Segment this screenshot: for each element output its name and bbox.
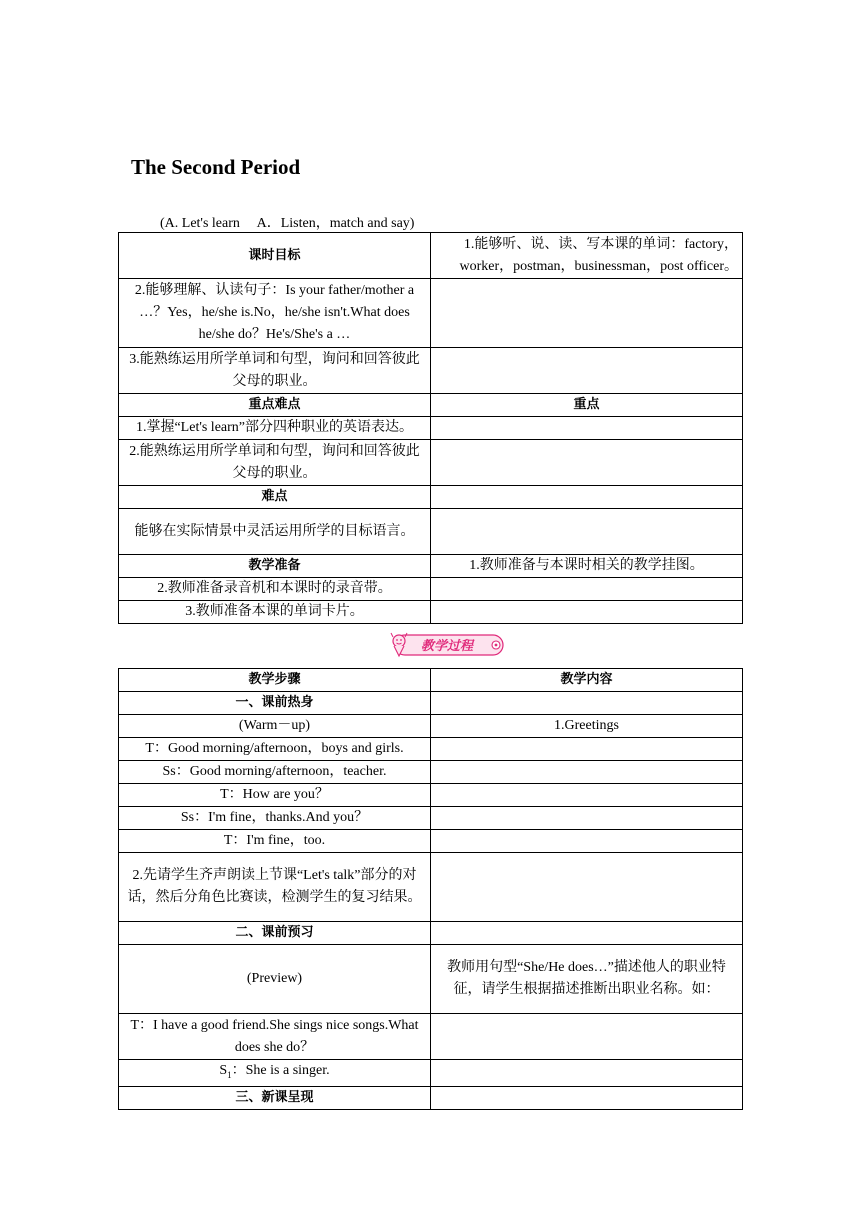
table-row bbox=[119, 807, 743, 830]
table-row bbox=[119, 233, 743, 279]
table-cell: 能够在实际情景中灵活运用所学的目标语言。 bbox=[119, 509, 431, 555]
table-cell: (Preview) bbox=[119, 945, 431, 1014]
table-cell: (Warm－up) bbox=[119, 715, 431, 738]
table-cell: 1.Greetings bbox=[431, 715, 743, 738]
table-cell bbox=[431, 830, 743, 853]
table-row bbox=[119, 784, 743, 807]
table-cell: 教学步骤 bbox=[119, 669, 431, 692]
table-row bbox=[119, 669, 743, 692]
table-cell: 一、课前热身 bbox=[119, 692, 431, 715]
table-row bbox=[119, 761, 743, 784]
page-title: The Second Period bbox=[131, 155, 301, 179]
table-cell: 2.能熟练运用所学单词和句型，询问和回答彼此父母的职业。 bbox=[119, 440, 431, 486]
table-row bbox=[119, 853, 743, 922]
speaker-label: S bbox=[219, 1063, 228, 1078]
table-cell: 课时目标 bbox=[119, 233, 431, 279]
table-cell: 1.掌握“Let's learn”部分四种职业的英语表达。 bbox=[119, 417, 431, 440]
table-row bbox=[119, 348, 743, 394]
teaching-process-banner bbox=[385, 630, 509, 660]
table-row bbox=[119, 417, 743, 440]
table-cell bbox=[431, 1060, 743, 1087]
table-cell: T：Good morning/afternoon，boys and girls. bbox=[119, 738, 431, 761]
table-row bbox=[119, 394, 743, 417]
table-row bbox=[119, 1086, 743, 1109]
table-cell: 重点难点 bbox=[119, 394, 431, 417]
table-row bbox=[119, 1014, 743, 1060]
table-row bbox=[119, 486, 743, 509]
table-row bbox=[119, 738, 743, 761]
table-row bbox=[119, 945, 743, 1014]
table-cell: 3.教师准备本课的单词卡片。 bbox=[119, 601, 431, 624]
table-cell bbox=[431, 417, 743, 440]
table-cell: 难点 bbox=[119, 486, 431, 509]
table-row bbox=[119, 555, 743, 578]
table-cell bbox=[431, 578, 743, 601]
table-row bbox=[119, 922, 743, 945]
table-row bbox=[119, 578, 743, 601]
table-cell: Ss：I'm fine，thanks.And you？ bbox=[119, 807, 431, 830]
table-cell bbox=[431, 486, 743, 509]
speaker-line: ：She is a singer. bbox=[231, 1063, 330, 1078]
table-cell bbox=[431, 853, 743, 922]
table-row bbox=[119, 830, 743, 853]
target-icon bbox=[492, 641, 500, 649]
table-cell: T：I have a good friend.She sings nice songs.What does she do？ bbox=[119, 1014, 431, 1060]
banner-label: 教学过程 bbox=[420, 639, 474, 654]
table-cell: 教学内容 bbox=[431, 669, 743, 692]
table-cell bbox=[119, 1060, 431, 1087]
table-row bbox=[119, 601, 743, 624]
table-cell bbox=[431, 807, 743, 830]
table-cell bbox=[431, 1014, 743, 1060]
speaker-subscript: 1 bbox=[227, 1069, 232, 1080]
table-cell: 二、课前预习 bbox=[119, 922, 431, 945]
table-cell bbox=[431, 509, 743, 555]
table-cell bbox=[431, 738, 743, 761]
table-cell: 2.能够理解、认读句子：Is your father/mother a …？Yes，he/she is.No，he/she isn't.What does he/she do？He's/She's a … bbox=[119, 279, 431, 348]
table-cell bbox=[431, 922, 743, 945]
table-cell: 3.能熟练运用所学单词和句型，询问和回答彼此父母的职业。 bbox=[119, 348, 431, 394]
table-cell bbox=[431, 279, 743, 348]
table-row bbox=[119, 1060, 743, 1087]
table-cell: Ss：Good morning/afternoon，teacher. bbox=[119, 761, 431, 784]
table-cell bbox=[431, 440, 743, 486]
table-cell: 2.先请学生齐声朗读上节课“Let's talk”部分的对话，然后分角色比赛读，检测学生的复习结果。 bbox=[119, 853, 431, 922]
table-cell: 1.教师准备与本课时相关的教学挂图。 bbox=[431, 555, 743, 578]
table-cell bbox=[431, 692, 743, 715]
table-cell: 三、新课呈现 bbox=[119, 1086, 431, 1109]
teaching-process-table bbox=[118, 668, 743, 1110]
lesson-objectives-table bbox=[118, 232, 743, 624]
table-cell: 教师用句型“She/He does…”描述他人的职业特征，请学生根据描述推断出职业名称。如： bbox=[431, 945, 743, 1014]
table-cell: T：How are you？ bbox=[119, 784, 431, 807]
table-cell bbox=[431, 1086, 743, 1109]
table-cell: 教学准备 bbox=[119, 555, 431, 578]
page-subtitle: (A. Let's learn A．Listen，match and say) bbox=[160, 216, 415, 231]
table-cell bbox=[431, 348, 743, 394]
table-row bbox=[119, 279, 743, 348]
table-row bbox=[119, 715, 743, 738]
table-row bbox=[119, 440, 743, 486]
table-cell: 重点 bbox=[431, 394, 743, 417]
table-row bbox=[119, 692, 743, 715]
table-cell: T：I'm fine，too. bbox=[119, 830, 431, 853]
table-row bbox=[119, 509, 743, 555]
table-cell: 2.教师准备录音机和本课时的录音带。 bbox=[119, 578, 431, 601]
table-cell: 1.能够听、说、读、写本课的单词：factory，worker，postman，businessman，post officer。 bbox=[431, 233, 743, 279]
table-cell bbox=[431, 761, 743, 784]
table-cell bbox=[431, 784, 743, 807]
table-cell bbox=[431, 601, 743, 624]
